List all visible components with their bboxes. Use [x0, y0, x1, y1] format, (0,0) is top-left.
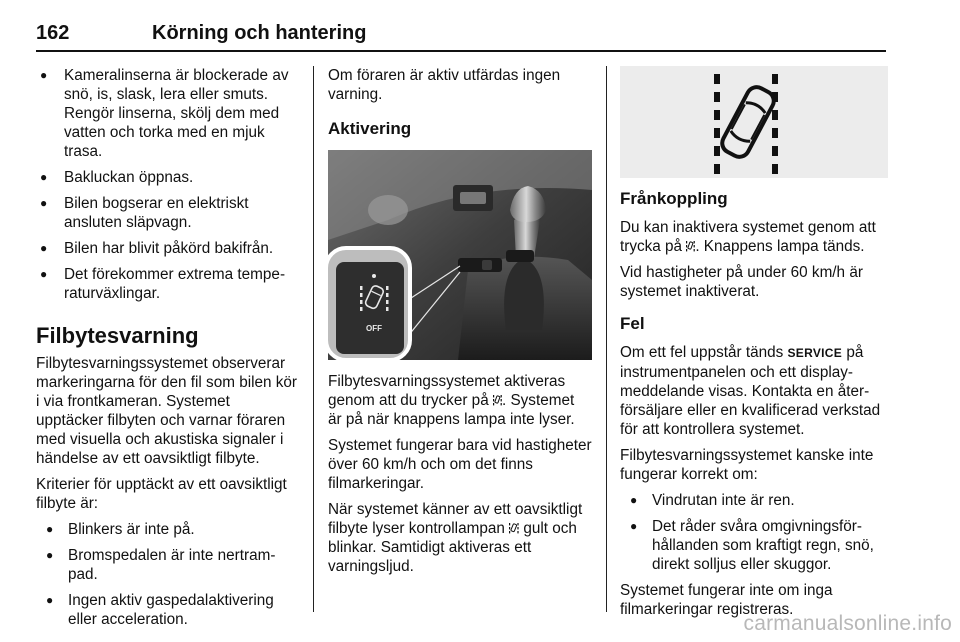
- text-fragment: på instrumentpanelen och ett displaymeddelande visas. Kontakta en återförsäljare eller en kvalificerad verkstad för att kontrollera systemet.: [620, 344, 881, 438]
- text-fragment: . Systemet är på när knappens lampa inte lyser.: [328, 392, 575, 428]
- list-item: ● Det råder svåra omgivningsförhållanden som kraftigt regn, snö, direkt solljus eller skuggor.: [620, 517, 888, 574]
- text-fragment: gult och blinkar. Samtidigt aktiveras ett varningsljud.: [328, 520, 577, 575]
- text-fragment: Du kan inaktivera systemet genom att trycka på: [620, 219, 876, 255]
- paragraph-no-warning: Om föraren är aktiv utfärdas ingen varning.: [328, 67, 561, 103]
- column-1: [36, 66, 300, 636]
- lane-departure-warning-icon: [509, 521, 519, 535]
- lane-departure-button-icon: [493, 393, 502, 407]
- paragraph-activate: [328, 372, 592, 429]
- paragraph-deactivate: [620, 218, 888, 256]
- lane-departure-warning-icon-large: [620, 66, 888, 178]
- paragraph-no-markings: Systemet fungerar inte om inga filmarkeringar registreras.: [620, 582, 833, 618]
- heading-deactivation: Frånkoppling: [620, 189, 728, 208]
- column-3: [620, 66, 888, 626]
- list-item: ● Bakluckan öppnas.: [36, 168, 300, 187]
- criteria-paragraph: Kriterier för upptäckt av ett oavsiktligt filbyte är:: [36, 476, 287, 512]
- column-2: [328, 66, 592, 583]
- service-indicator: SERVICE: [787, 346, 843, 360]
- list-item: ● Kameralinserna är blockerade av snö, is, slask, lera eller smuts. Rengör linserna, skölj dem med vatten och torka med en mjuk trasa.: [36, 66, 300, 161]
- section-title: Körning och hantering: [152, 22, 367, 44]
- list-item: ● Ingen aktiv gaspedalaktivering eller acceleration.: [36, 591, 300, 629]
- list-item: ● Det förekommer extrema temperaturväxlingar.: [36, 265, 300, 303]
- heading-activation: Aktivering: [328, 119, 412, 138]
- bullet-list-criteria: [36, 520, 300, 629]
- text-fragment: Om ett fel uppstår tänds: [620, 344, 784, 361]
- text-fragment: . Knappens lampa tänds.: [695, 238, 865, 255]
- list-item: ● Bromspedalen är inte nertrampad.: [36, 546, 300, 584]
- bullet-list-limitations: [620, 491, 888, 574]
- bullet-list-conditions: [36, 66, 300, 303]
- paragraph-speed: Systemet fungerar bara vid hastigheter över 60 km/h och om det finns filmarkeringar.: [328, 437, 592, 492]
- page-number: 162: [36, 22, 70, 44]
- list-item: ● Vindrutan inte är ren.: [620, 491, 888, 510]
- text-fragment: När systemet känner av ett oavsiktligt filbyte lyser kontrollampan: [328, 501, 583, 537]
- off-label: OFF: [366, 324, 382, 333]
- paragraph-limitations: Filbytesvarningssystemet kanske inte fungerar korrekt om:: [620, 447, 874, 483]
- paragraph-low-speed: Vid hastigheter på under 60 km/h är systemet inaktiverat.: [620, 264, 863, 300]
- paragraph-warning: [328, 500, 592, 576]
- intro-paragraph: Filbytesvarningssystemet observerar markeringarna för den fil som bilen kör i via frontkameran. Systemet upptäcker filbyten och varnar föraren med visuella och akustiska signaler i händelse av ett oavsiktligt filbyte.: [36, 355, 298, 467]
- column-divider-2: [606, 66, 607, 612]
- heading-fault: Fel: [620, 314, 645, 333]
- heading-lane-departure: Filbytesvarning: [36, 323, 199, 348]
- list-item: ● Blinkers är inte på.: [36, 520, 300, 539]
- console-photo: [328, 150, 592, 360]
- text-fragment: Filbytesvarningssystemet aktiveras genom att du trycker på: [328, 373, 566, 409]
- list-item: ● Bilen har blivit påkörd bakifrån.: [36, 239, 300, 258]
- paragraph-fault: [620, 343, 888, 439]
- lane-departure-button-icon: [686, 239, 695, 253]
- list-item: ● Bilen bogserar en elektriskt ansluten släpvagn.: [36, 194, 300, 232]
- watermark: carmanualsonline.info: [743, 612, 952, 635]
- column-divider-1: [313, 66, 314, 612]
- page-header: [36, 18, 886, 54]
- header-rule: [36, 50, 886, 52]
